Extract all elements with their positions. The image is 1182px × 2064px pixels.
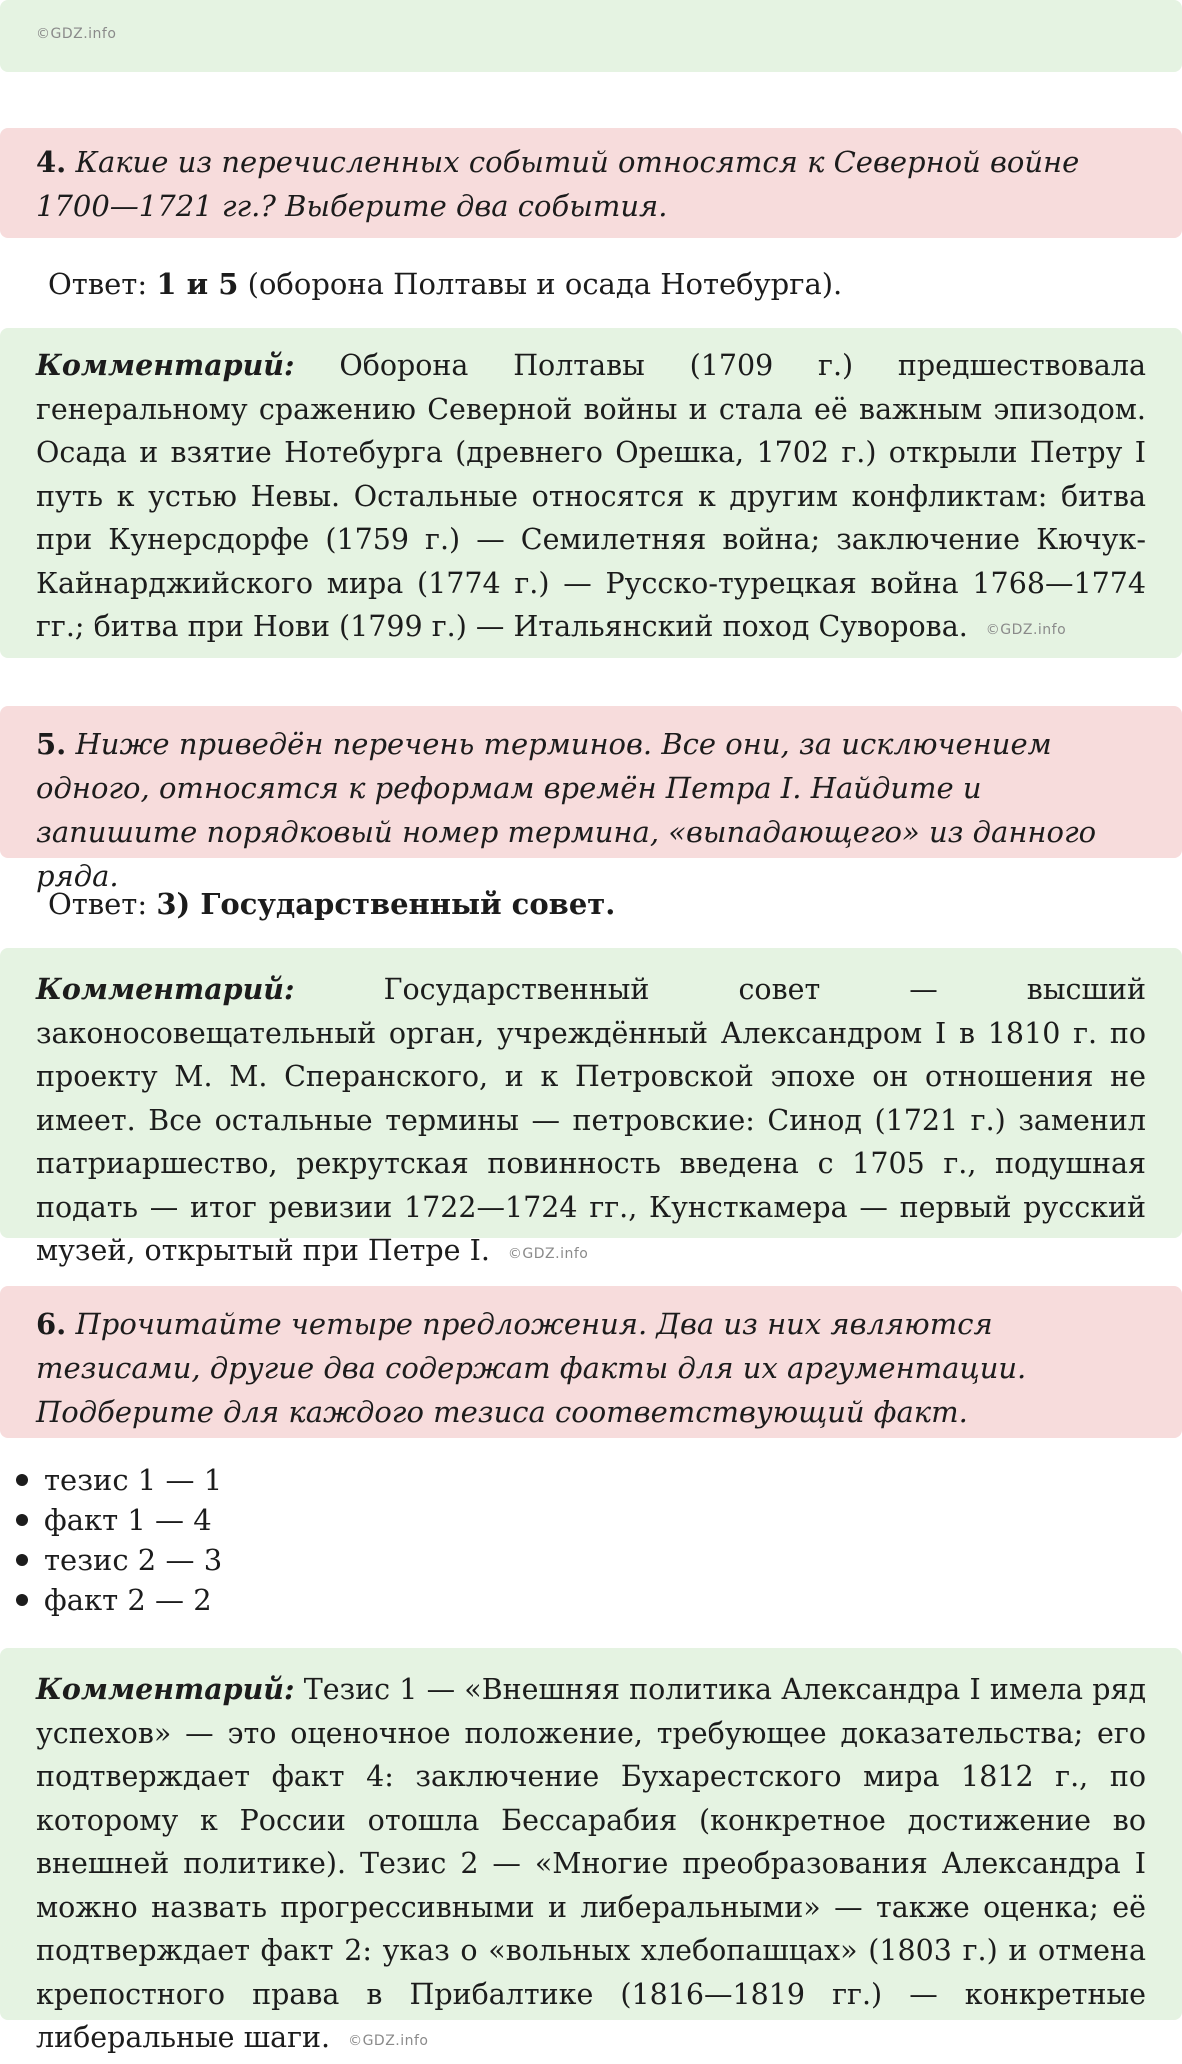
- question-text: Прочитайте четыре предложения. Два из них являются тезисами, другие два содержат факты для их аргументации. Подберите для каждого тезиса соответствующий факт.: [36, 1307, 1027, 1429]
- comment-text: Оборона Полтавы (1709 г.) предшествовала генеральному сражению Северной войны и стала её важным эпизодом. Осада и взятие Нотебурга (древнего Орешка, 1702 г.) открыли Петру I путь к устью Невы. Остальные относятся к другим конфликтам: битва при Кунерсдорфе (1759 г.) — Семилетняя война; заключение Кючук-Кайнарджийского мира (1774 г.) — Русско-турецкая война 1768—1774 гг.; битва при Нови (1799 г.) — Итальянский поход Суворова.: [36, 349, 1146, 643]
- comment-6: [0, 1648, 1182, 2054]
- list-item-text: факт 2 — 2: [44, 1583, 212, 1617]
- watermark: ©GDZ.info: [507, 1246, 589, 1262]
- top-band: [0, 0, 1182, 72]
- list-item: [12, 1540, 222, 1580]
- question-number: 5.: [36, 727, 67, 761]
- answer-rest: (оборона Полтавы и осада Нотебурга).: [238, 267, 843, 301]
- list-item-text: факт 1 — 4: [44, 1503, 212, 1537]
- list-item-text: тезис 2 — 3: [44, 1543, 223, 1577]
- answer-6-list: [12, 1460, 222, 1620]
- question-5: [0, 706, 1182, 893]
- list-item: [12, 1580, 222, 1620]
- answer-value: 3) Государственный совет.: [156, 887, 616, 921]
- bullet-icon: [16, 1474, 28, 1486]
- answer-value: 1 и 5: [156, 267, 239, 301]
- question-number: 4.: [36, 145, 67, 179]
- answer-4: [48, 262, 842, 306]
- answer-label: Ответ:: [48, 887, 148, 921]
- comment-4: [0, 328, 1182, 658]
- comment-label: Комментарий:: [36, 348, 295, 382]
- watermark: ©GDZ.info: [985, 622, 1067, 638]
- question-number: 6.: [36, 1307, 67, 1341]
- comment-label: Комментарий:: [36, 972, 295, 1006]
- comment-text: Тезис 1 — «Внешняя политика Александра I имела ряд успехов» — это оценочное положение, требующее доказательства; его подтверждает факт 4: заключение Бухарестского мира 1812 г., по которому к России отошла Бессарабия (конкретное достижение во внешней политике). Тезис 2 — «Многие преобразования Александра I можно назвать прогрессивными и либеральными» — также оценка; её подтверждает факт 2: указ о «вольных хлебопашцах» (1803 г.) и отмена крепостного права в Прибалтике (1816—1819 гг.) — конкретные либеральные шаги.: [36, 1673, 1146, 2054]
- bullet-icon: [16, 1594, 28, 1606]
- list-item: [12, 1500, 222, 1540]
- comment-label: Комментарий:: [36, 1672, 295, 1706]
- list-item: [12, 1460, 222, 1500]
- comment-5: [0, 948, 1182, 1267]
- watermark: ©GDZ.info: [348, 2033, 429, 2049]
- question-6: [0, 1286, 1182, 1438]
- bullet-icon: [16, 1514, 28, 1526]
- answer-5: [48, 882, 615, 926]
- question-4: [0, 128, 1182, 238]
- answer-label: Ответ:: [48, 267, 148, 301]
- comment-text: Государственный совет — высший законосовещательный орган, учреждённый Александром I в 1810 г. по проекту М. М. Сперанского, и к Петровской эпохе он отношения не имеет. Все остальные термины — петровские: Синод (1721 г.) заменил патриаршество, рекрутская повинность введена с 1705 г., подушная подать — итог ревизии 1722—1724 гг., Кунсткамера — первый русский музей, открытый при Петре I.: [36, 973, 1146, 1267]
- question-text: Ниже приведён перечень терминов. Все они, за исключением одного, относятся к реформам времён Петра I. Найдите и запишите порядковый номер термина, «выпадающего» из данного ряда.: [36, 727, 1097, 893]
- bullet-icon: [16, 1554, 28, 1566]
- question-text: Какие из перечисленных событий относятся к Северной войне 1700—1721 гг.? Выберите два события.: [36, 145, 1080, 223]
- watermark: ©GDZ.info: [36, 26, 117, 42]
- list-item-text: тезис 1 — 1: [44, 1463, 223, 1497]
